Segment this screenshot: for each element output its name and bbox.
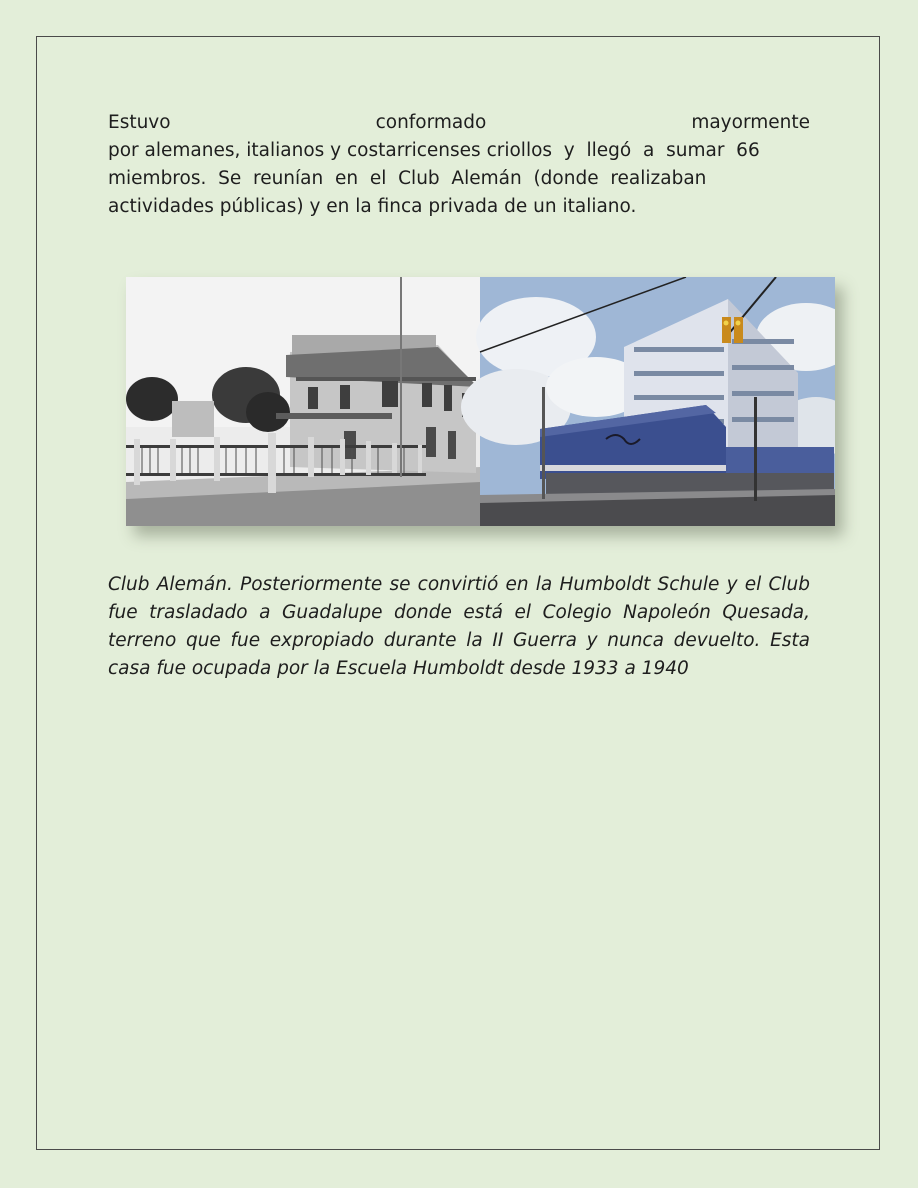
photo-caption: Club Alemán. Posteriormente se convirtió en la Humboldt Schule y el Club fue trasladado a Guadalupe donde está el Colegio Napoleón Quesada, terreno que fue expropiado durante la II Guerra y nunca devuelto. Esta casa fue ocupada por la Escuela Humboldt desde 1933 a 1940: [108, 574, 810, 679]
paragraph-line-1: [108, 109, 810, 137]
word-estuvo: Estuvo: [108, 112, 171, 133]
paragraph-line-4: actividades públicas) y en la finca privada de un italiano.: [108, 196, 637, 217]
word-mayormente: mayormente: [691, 112, 810, 133]
body-paragraph: [108, 109, 810, 221]
club-photo-collage: [126, 277, 835, 526]
paragraph-line-2: por alemanes, italianos y costarricenses criollos y llegó a sumar 66: [108, 140, 760, 161]
word-conformado: conformado: [375, 112, 487, 133]
paragraph-line-3: miembros. Se reunían en el Club Alemán (donde realizaban: [108, 168, 707, 189]
historic-club-building-photo: [126, 277, 480, 526]
modern-building-photo: [461, 277, 835, 526]
